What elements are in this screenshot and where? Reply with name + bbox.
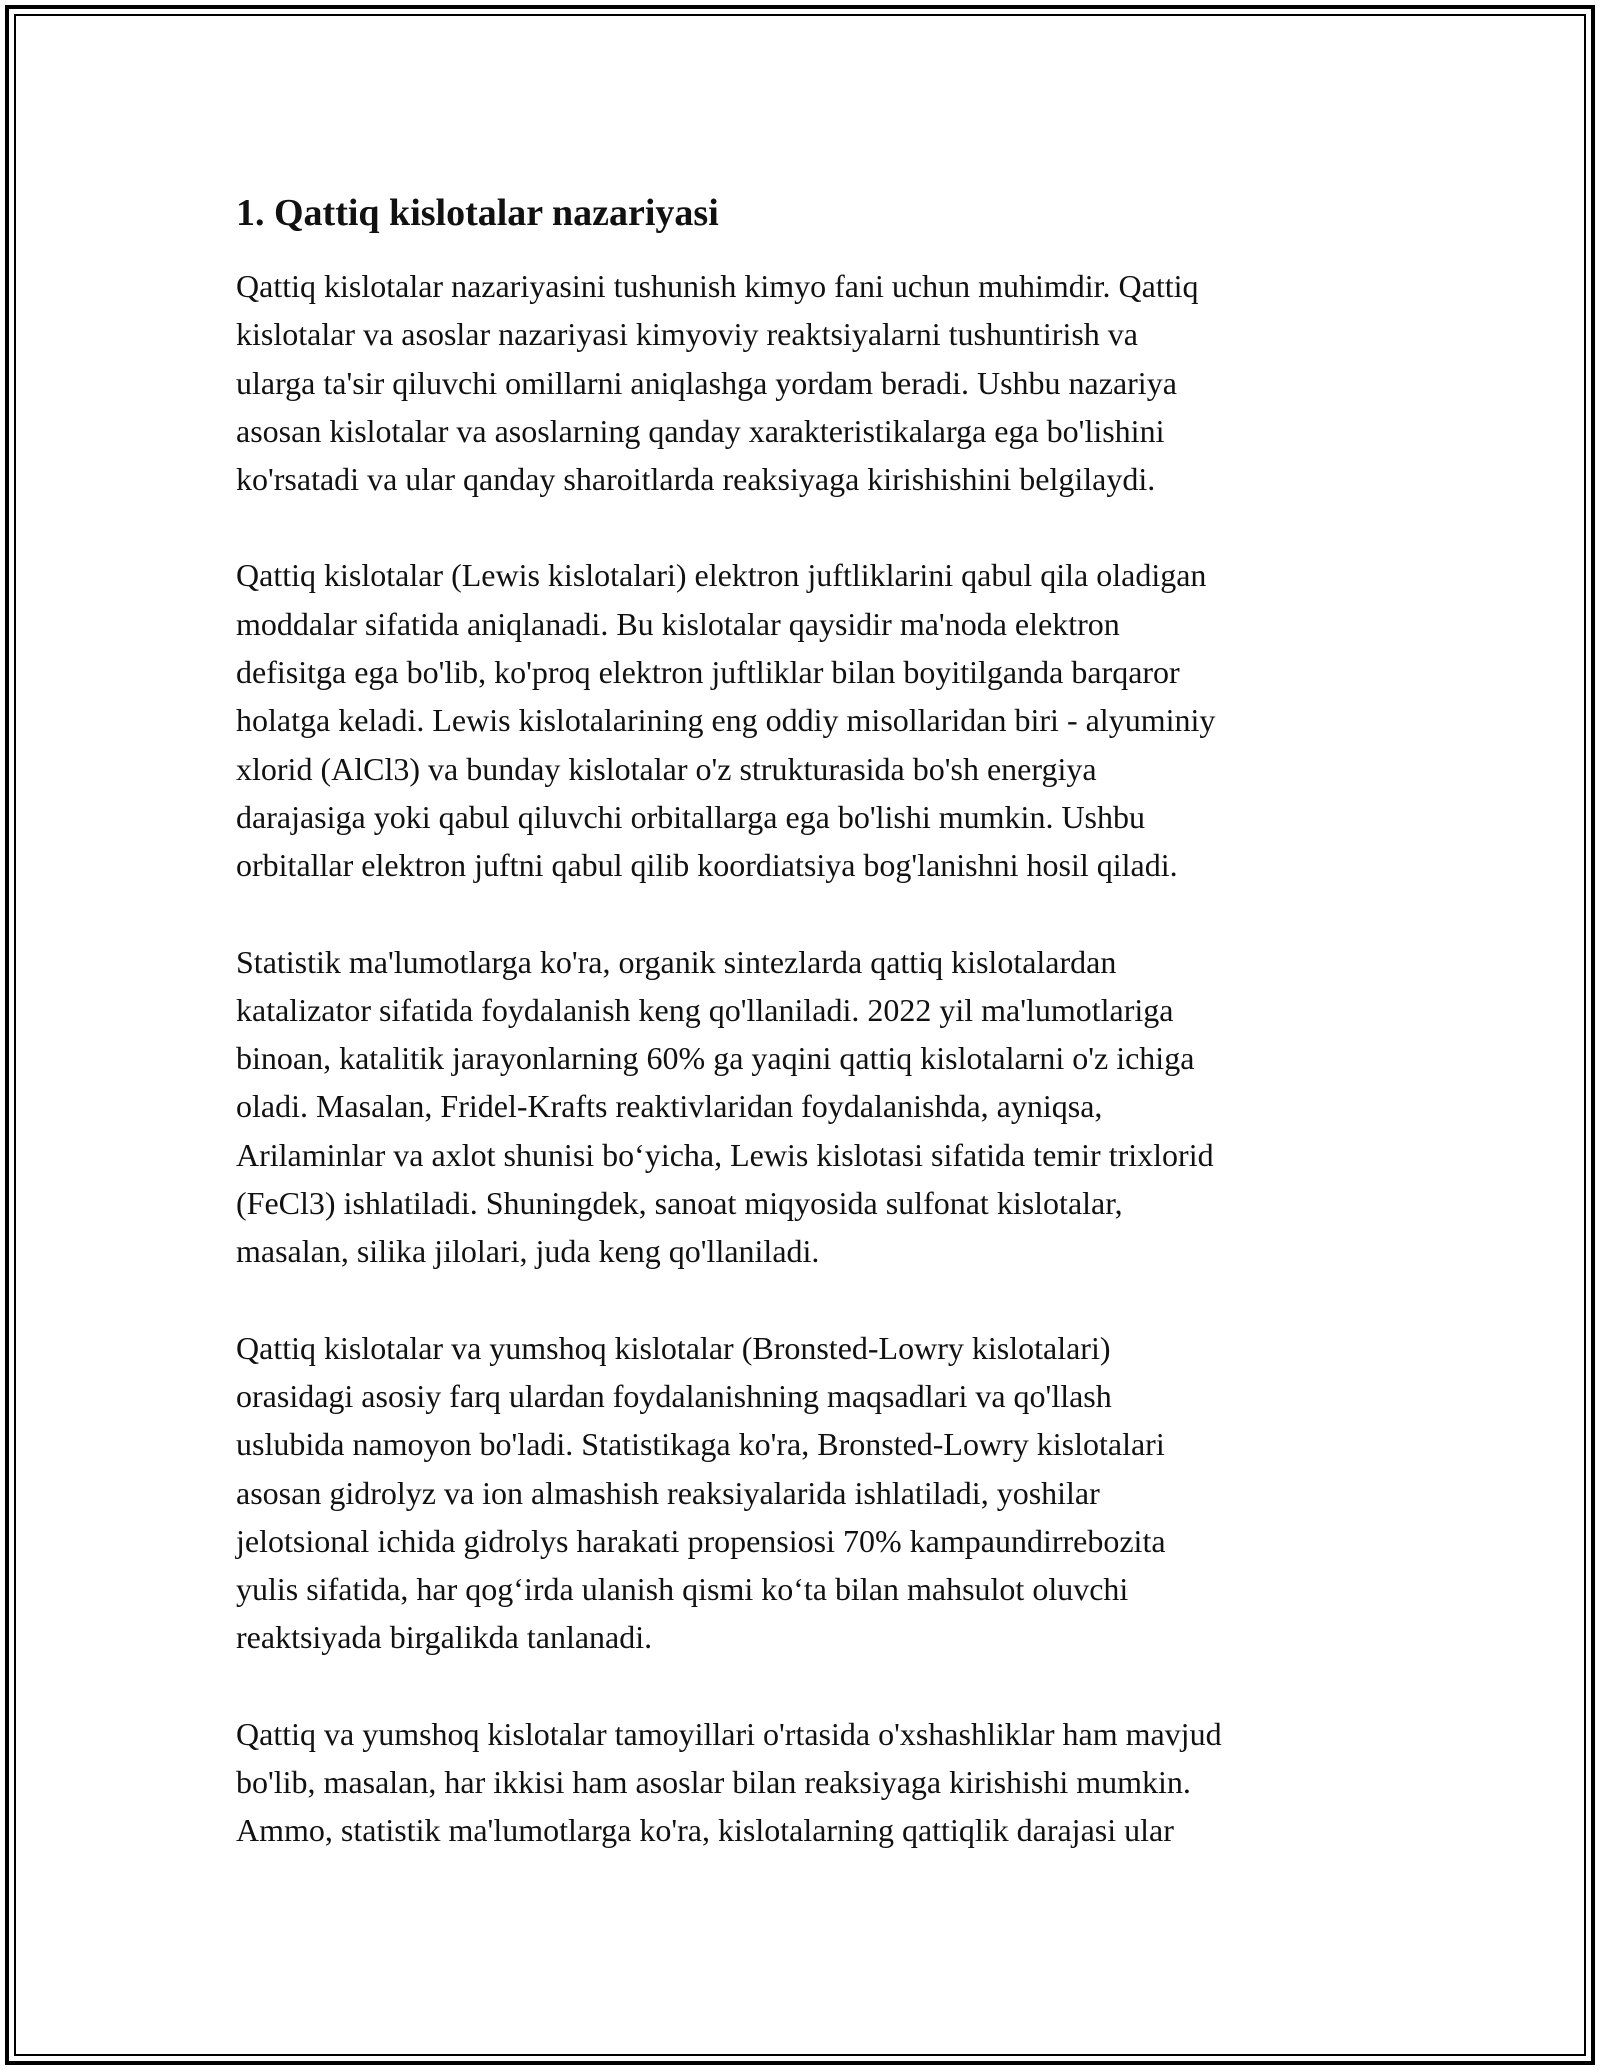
document-body <box>236 186 1386 1903</box>
text-line: orasidagi asosiy farq ulardan foydalanishning maqsadlari va qo'llash <box>236 1377 1112 1414</box>
text-line: jelotsional ichida gidrolys harakati propensiosi 70% kampaundirrebozita <box>236 1522 1166 1559</box>
text-line: Qattiq kislotalar nazariyasini tushunish kimyo fani uchun muhimdir. Qattiq <box>236 268 1199 304</box>
section-heading: 1. Qattiq kislotalar nazariyasi <box>236 192 719 234</box>
text-line: asosan gidrolyz va ion almashish reaksiyalarida ishlatiladi, yoshilar <box>236 1474 1100 1511</box>
text-line: Qattiq kislotalar va yumshoq kislotalar (Bronsted-Lowry kislotalari) <box>236 1329 1111 1366</box>
text-line: kislotalar va asoslar nazariyasi kimyoviy reaktsiyalarni tushuntirish va <box>236 316 1138 353</box>
text-line: holatga keladi. Lewis kislotalarining eng oddiy misollaridan biri - alyuminiy <box>236 702 1216 739</box>
text-line: Ammo, statistik ma'lumotlarga ko'ra, kislotalarning qattiqlik darajasi ular <box>236 1812 1174 1849</box>
text-line: katalizator sifatida foydalanish keng qo'llaniladi. 2022 yil ma'lumotlariga <box>236 991 1174 1028</box>
text-line: xlorid (AlCl3) va bunday kislotalar o'z strukturasida bo'sh energiya <box>236 750 1097 787</box>
text-line: bo'lib, masalan, har ikkisi ham asoslar bilan reaksiyaga kirishishi mumkin. <box>236 1764 1191 1801</box>
text-line: darajasiga yoki qabul qiluvchi orbitallarga ega bo'lishi mumkin. Ushbu <box>236 798 1145 835</box>
text-line: yulis sifatida, har qog‘irda ulanish qismi ko‘ta bilan mahsulot oluvchi <box>236 1571 1129 1608</box>
text-line: Qattiq kislotalar (Lewis kislotalari) elektron juftliklarini qabul qila oladigan <box>236 557 1207 594</box>
text-line: binoan, katalitik jarayonlarning 60% ga yaqini qattiq kislotalarni o'z ichiga <box>236 1040 1195 1077</box>
text-line: reaktsiyada birgalikda tanlanadi. <box>236 1619 653 1656</box>
text-line: moddalar sifatida aniqlanadi. Bu kislotalar qaysidir ma'noda elektron <box>236 605 1120 642</box>
text-line: uslubida namoyon bo'ladi. Statistikaga ko'ra, Bronsted-Lowry kislotalari <box>236 1426 1165 1463</box>
text-line: oladi. Masalan, Fridel-Krafts reaktivlaridan foydalanishda, ayniqsa, <box>236 1088 1103 1125</box>
paragraph-3 <box>236 938 1386 1276</box>
paragraph-1 <box>236 262 1386 503</box>
paragraph-2 <box>236 551 1386 889</box>
text-line: Arilaminlar va axlot shunisi bo‘yicha, Lewis kislotasi sifatida temir trixlorid <box>236 1136 1214 1173</box>
text-line: defisitga ega bo'lib, ko'proq elektron juftliklar bilan boyitilganda barqaror <box>236 654 1180 691</box>
text-line: (FeCl3) ishlatiladi. Shuningdek, sanoat miqyosida sulfonat kislotalar, <box>236 1185 1123 1222</box>
paragraph-5 <box>236 1710 1386 1855</box>
text-line: masalan, silika jilolari, juda keng qo'llaniladi. <box>236 1233 820 1270</box>
text-line: Qattiq va yumshoq kislotalar tamoyillari o'rtasida o'xshashliklar ham mavjud <box>236 1715 1222 1752</box>
paragraph-4 <box>236 1324 1386 1662</box>
text-line: ko'rsatadi va ular qanday sharoitlarda reaksiyaga kirishishini belgilaydi. <box>236 461 1156 498</box>
text-line: ularga ta'sir qiluvchi omillarni aniqlashga yordam beradi. Ushbu nazariya <box>236 364 1177 401</box>
text-line: Statistik ma'lumotlarga ko'ra, organik sintezlarda qattiq kislotalardan <box>236 943 1117 980</box>
text-line: orbitallar elektron juftni qabul qilib koordiatsiya bog'lanishni hosil qiladi. <box>236 847 1178 884</box>
text-line: asosan kislotalar va asoslarning qanday xarakteristikalarga ega bo'lishini <box>236 412 1165 449</box>
